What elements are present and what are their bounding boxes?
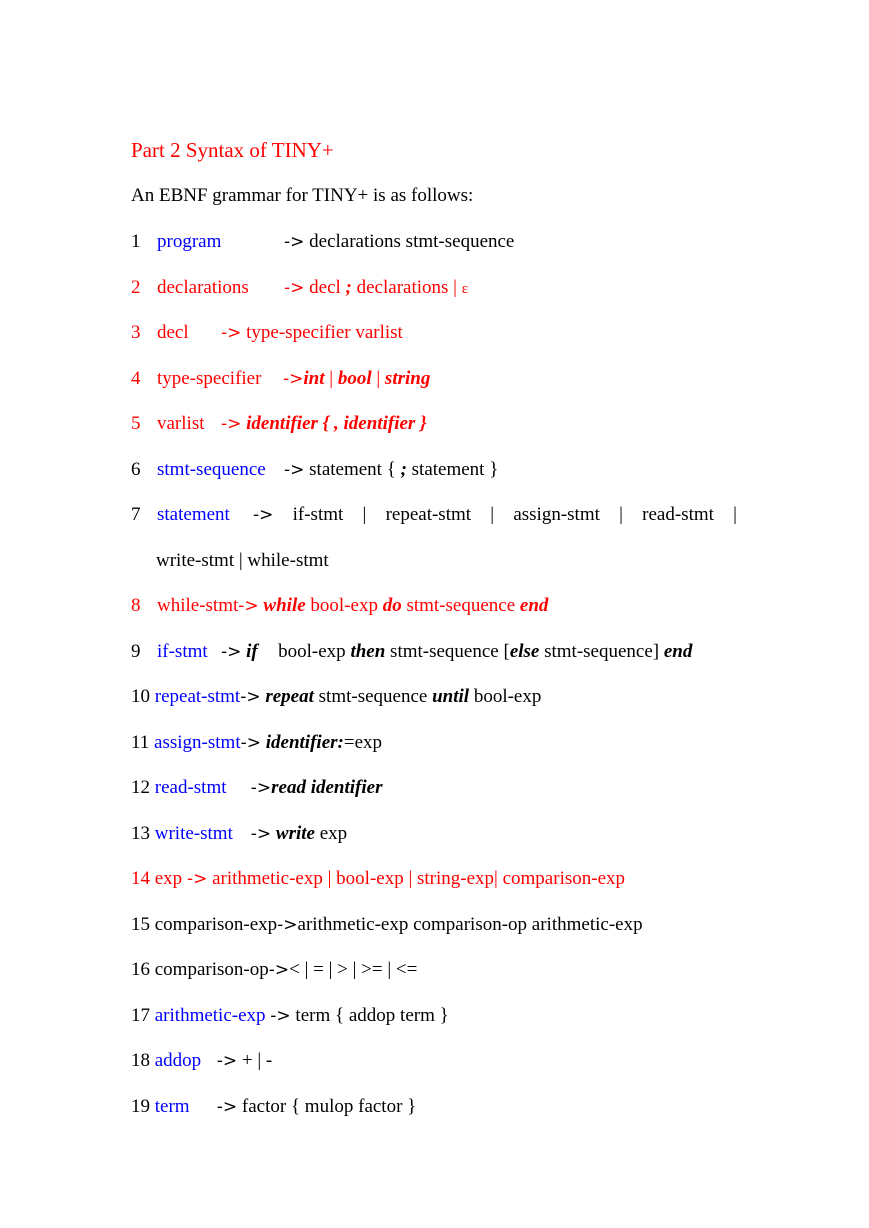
intro-text: An EBNF grammar for TINY+ is as follows: bbox=[131, 185, 474, 206]
keyword-identifier: identifier: bbox=[265, 732, 344, 753]
rule-number: 3 bbox=[131, 322, 141, 343]
rule-rhs: type-specifier varlist bbox=[246, 322, 403, 343]
semicolon-token: ; bbox=[345, 277, 352, 298]
rule-rhs-part: declarations | bbox=[356, 277, 457, 298]
grammar-rule-3 bbox=[131, 322, 403, 344]
rule-rhs-part: stmt-sequence bbox=[406, 595, 516, 616]
rule-number: 18 bbox=[131, 1050, 150, 1071]
keyword-end: end bbox=[519, 595, 549, 616]
rule-rhs-part: bool-exp bbox=[473, 686, 542, 707]
separator: | bbox=[733, 504, 737, 525]
grammar-rule-7 bbox=[131, 504, 737, 526]
rule-lhs: varlist bbox=[157, 413, 205, 434]
rule-number: 15 bbox=[131, 914, 150, 935]
alternative: read-stmt bbox=[642, 504, 714, 525]
arrow-symbol: -> bbox=[284, 232, 305, 252]
separator: | bbox=[376, 368, 381, 389]
rule-lhs: addop bbox=[154, 1050, 202, 1071]
grammar-rule-15 bbox=[131, 914, 643, 936]
arrow-symbol: -> bbox=[284, 278, 305, 298]
rule-rhs-part: statement { bbox=[309, 459, 396, 480]
arrow-symbol: -> bbox=[250, 778, 272, 798]
rule-lhs: repeat-stmt bbox=[154, 686, 241, 707]
alternative: if-stmt bbox=[292, 504, 344, 525]
rule-rhs-part: statement } bbox=[411, 459, 499, 480]
rule-rhs: < | = | > | >= | <= bbox=[289, 959, 418, 980]
rule-lhs: assign-stmt bbox=[154, 732, 241, 753]
grammar-rule-19 bbox=[131, 1096, 416, 1118]
rule-lhs: comparison-exp bbox=[154, 914, 278, 935]
grammar-rule-6 bbox=[131, 459, 498, 481]
rule-number: 16 bbox=[131, 959, 150, 980]
alternative: assign-stmt bbox=[513, 504, 600, 525]
rule-rhs-part: decl bbox=[309, 277, 341, 298]
rule-number: 13 bbox=[131, 823, 150, 844]
grammar-rule-18 bbox=[131, 1050, 272, 1072]
grammar-rule-14 bbox=[131, 868, 625, 890]
rule-number: 8 bbox=[131, 595, 141, 616]
grammar-rule-12 bbox=[131, 777, 383, 799]
rule-number: 19 bbox=[131, 1096, 150, 1117]
arrow-symbol: -> bbox=[253, 505, 274, 525]
rule-rhs: identifier { , identifier } bbox=[246, 413, 427, 434]
rule-number: 4 bbox=[131, 368, 141, 389]
grammar-rule-11 bbox=[131, 732, 382, 754]
rule-number: 1 bbox=[131, 231, 141, 252]
keyword-do: do bbox=[382, 595, 402, 616]
keyword-read: read identifier bbox=[271, 777, 383, 798]
rule-rhs: factor { mulop factor } bbox=[241, 1096, 417, 1117]
rule-rhs-part: stmt-sequence [ bbox=[390, 641, 510, 662]
grammar-rule-4 bbox=[131, 368, 430, 390]
rule-number: 11 bbox=[131, 732, 150, 753]
keyword-until: until bbox=[432, 686, 470, 707]
keyword-else: else bbox=[509, 641, 540, 662]
keyword-while: while bbox=[263, 595, 306, 616]
semicolon-token: ; bbox=[400, 459, 407, 480]
rule-lhs: while-stmt bbox=[157, 595, 239, 616]
keyword-bool: bool bbox=[337, 368, 372, 389]
rule-number: 12 bbox=[131, 777, 150, 798]
grammar-rule-17 bbox=[131, 1005, 449, 1027]
rule-lhs: type-specifier bbox=[157, 368, 262, 389]
rule-rhs-part: =exp bbox=[343, 732, 383, 753]
rule-lhs: exp bbox=[154, 868, 183, 889]
rule-number: 10 bbox=[131, 686, 150, 707]
rule-lhs: comparison-op bbox=[154, 959, 269, 980]
grammar-rule-1 bbox=[131, 231, 514, 253]
rule-number: 5 bbox=[131, 413, 141, 434]
rule-rhs: arithmetic-exp comparison-op arithmetic-exp bbox=[297, 914, 643, 935]
rule-lhs: decl bbox=[157, 322, 189, 343]
grammar-rule-7-continuation: write-stmt | while-stmt bbox=[156, 550, 329, 571]
rule-rhs: declarations stmt-sequence bbox=[309, 231, 515, 252]
epsilon-symbol: ε bbox=[461, 281, 469, 297]
rule-rhs: arithmetic-exp | bool-exp | string-exp| comparison-exp bbox=[212, 868, 626, 889]
keyword-int: int bbox=[303, 368, 325, 389]
rule-lhs: program bbox=[157, 231, 222, 252]
rule-rhs-part: stmt-sequence bbox=[318, 686, 428, 707]
arrow-symbol: -> bbox=[221, 642, 242, 662]
rule-rhs-part: stmt-sequence] bbox=[544, 641, 660, 662]
rule-lhs: write-stmt bbox=[154, 823, 233, 844]
separator: | bbox=[619, 504, 623, 525]
arrow-symbol: -> bbox=[186, 869, 208, 889]
separator: | bbox=[329, 368, 334, 389]
grammar-rule-8 bbox=[131, 595, 548, 617]
separator: | bbox=[362, 504, 367, 525]
keyword-if: if bbox=[246, 641, 258, 662]
grammar-rule-10 bbox=[131, 686, 541, 708]
page-title: Part 2 Syntax of TINY+ bbox=[131, 138, 334, 162]
rule-rhs: term { addop term } bbox=[295, 1005, 449, 1026]
alternative: repeat-stmt bbox=[385, 504, 472, 525]
rule-number: 17 bbox=[131, 1005, 150, 1026]
rule-rhs-part: bool-exp bbox=[310, 595, 378, 616]
rule-number: 6 bbox=[131, 459, 141, 480]
arrow-symbol: -> bbox=[221, 414, 242, 434]
rule-lhs: stmt-sequence bbox=[157, 459, 266, 480]
arrow-symbol: -> bbox=[283, 369, 304, 389]
arrow-symbol: -> bbox=[216, 1051, 238, 1071]
rule-number: 7 bbox=[131, 504, 141, 525]
grammar-rule-16 bbox=[131, 959, 417, 981]
arrow-symbol: -> bbox=[268, 960, 290, 980]
rule-lhs: read-stmt bbox=[154, 777, 227, 798]
rule-rhs-part: exp bbox=[319, 823, 348, 844]
grammar-rule-13 bbox=[131, 823, 347, 845]
arrow-symbol: -> bbox=[240, 687, 261, 707]
rule-number: 2 bbox=[131, 277, 141, 298]
rule-lhs: term bbox=[154, 1096, 190, 1117]
arrow-symbol: -> bbox=[284, 460, 305, 480]
grammar-rule-2 bbox=[131, 277, 468, 300]
arrow-symbol: -> bbox=[250, 824, 272, 844]
keyword-end: end bbox=[663, 641, 693, 662]
arrow-symbol: -> bbox=[221, 323, 242, 343]
rule-number: 9 bbox=[131, 641, 141, 662]
grammar-rule-5 bbox=[131, 413, 427, 435]
rule-lhs: arithmetic-exp bbox=[154, 1005, 266, 1026]
grammar-rule-9 bbox=[131, 641, 692, 663]
arrow-symbol: -> bbox=[216, 1097, 238, 1117]
arrow-symbol: -> bbox=[277, 915, 298, 935]
arrow-symbol: -> bbox=[238, 596, 259, 616]
arrow-symbol: -> bbox=[270, 1006, 291, 1026]
arrow-symbol: -> bbox=[240, 733, 261, 753]
keyword-string: string bbox=[384, 368, 431, 389]
rule-lhs: if-stmt bbox=[157, 641, 208, 662]
rule-lhs: statement bbox=[157, 504, 230, 525]
keyword-then: then bbox=[350, 641, 386, 662]
rule-number: 14 bbox=[131, 868, 150, 889]
rule-rhs-part: bool-exp bbox=[278, 641, 346, 662]
keyword-repeat: repeat bbox=[265, 686, 314, 707]
rule-rhs: + | - bbox=[241, 1050, 273, 1071]
rule-lhs: declarations bbox=[157, 277, 249, 298]
separator: | bbox=[490, 504, 495, 525]
keyword-write: write bbox=[275, 823, 315, 844]
